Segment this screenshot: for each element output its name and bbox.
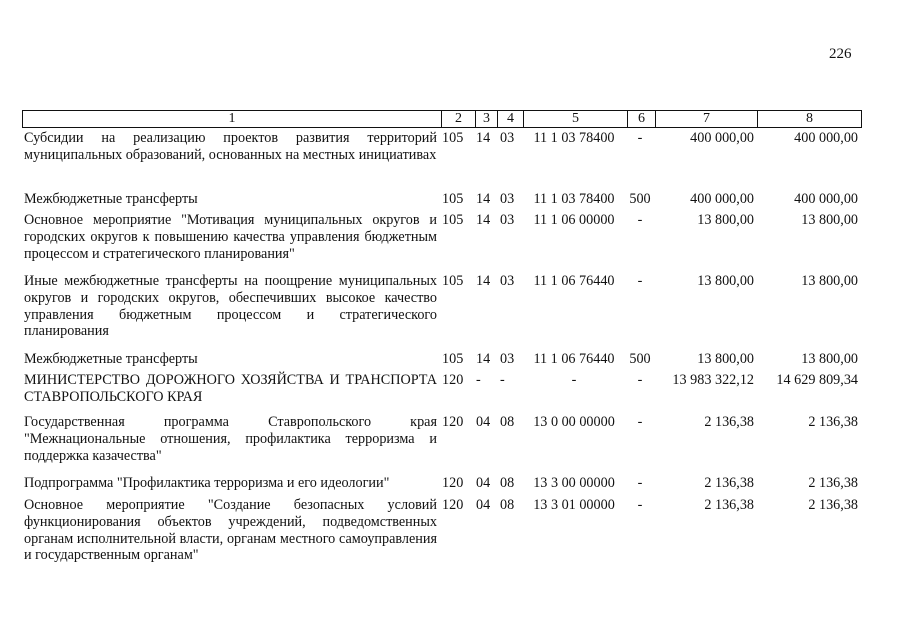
page-number: 226 [829,46,852,62]
row-c8: 13 800,00 [801,351,858,367]
row-c4: 03 [500,212,515,228]
row-c4: 08 [500,475,515,491]
row-c5: 11 1 06 76440 [533,351,615,367]
header-cell: 6 [627,111,655,127]
row-name: Межбюджетные трансферты [24,351,198,367]
row-c2: 120 [442,497,464,513]
row-c8: 2 136,38 [808,414,858,430]
row-c4: 03 [500,191,515,207]
row-c3: - [476,372,481,388]
table-header [22,110,862,128]
header-cell: 7 [655,111,757,127]
row-c7: 2 136,38 [704,497,754,513]
header-cell: 4 [497,111,523,127]
row-c2: 120 [442,372,464,388]
row-c8: 14 629 809,34 [776,372,858,388]
row-c5: 11 1 03 78400 [533,130,615,146]
row-name: Основное мероприятие "Мотивация муниципальных округов и городских округов к повышению качества управления бюджетным процессом и стратегического планирования" [24,212,437,262]
row-c7: 400 000,00 [690,130,754,146]
row-name: Субсидии на реализацию проектов развития территорий муниципальных образований, основанных на местных инициативах [24,130,437,163]
row-c4: 08 [500,414,515,430]
row-c5: 11 1 03 78400 [533,191,615,207]
row-c3: 04 [476,475,491,491]
row-c6: - [637,273,643,289]
row-c5: 11 1 06 76440 [533,273,615,289]
row-c4: 03 [500,351,515,367]
row-c2: 105 [442,351,464,367]
row-c4: 03 [500,273,515,289]
row-c2: 105 [442,212,464,228]
row-c6: - [637,497,643,513]
row-c7: 2 136,38 [704,414,754,430]
header-cell: 5 [523,111,627,127]
row-c6: - [637,130,643,146]
row-name: Иные межбюджетные трансферты на поощрение муниципальных округов и городских округов, обеспечивших высокое качество управления бюджетным процессом и стратегического планирования [24,273,437,340]
row-c7: 13 800,00 [697,212,754,228]
row-name: Межбюджетные трансферты [24,191,198,207]
row-name: МИНИСТЕРСТВО ДОРОЖНОГО ХОЗЯЙСТВА И ТРАНСПОРТА СТАВРОПОЛЬСКОГО КРАЯ [24,372,437,405]
row-c3: 14 [476,212,491,228]
row-c3: 14 [476,273,491,289]
row-name: Подпрограмма "Профилактика терроризма и его идеологии" [24,475,390,491]
row-c4: 03 [500,130,515,146]
row-c3: 14 [476,130,491,146]
row-c5: 13 3 01 00000 [533,497,615,513]
row-c7: 400 000,00 [690,191,754,207]
row-c8: 13 800,00 [801,273,858,289]
header-cell: 8 [757,111,861,127]
row-c5: 13 3 00 00000 [533,475,615,491]
row-c3: 14 [476,351,491,367]
row-c2: 105 [442,130,464,146]
row-c6: - [637,372,643,388]
row-c8: 400 000,00 [794,130,858,146]
row-name: Государственная программа Ставропольского края "Межнациональные отношения, профилактика терроризма и поддержка казачества" [24,414,437,464]
row-c7: 13 800,00 [697,273,754,289]
row-c6: - [637,414,643,430]
header-cell: 1 [228,111,236,126]
header-cell: 2 [441,111,475,127]
row-c7: 13 800,00 [697,351,754,367]
row-c6: - [637,212,643,228]
row-c5: 11 1 06 00000 [533,212,615,228]
row-c2: 120 [442,414,464,430]
row-c8: 2 136,38 [808,497,858,513]
row-c6: 500 [629,351,651,367]
row-c2: 105 [442,191,464,207]
row-c7: 13 983 322,12 [672,372,754,388]
header-cell: 3 [475,111,497,127]
row-c8: 400 000,00 [794,191,858,207]
row-c2: 105 [442,273,464,289]
row-c4: 08 [500,497,515,513]
row-name: Основное мероприятие "Создание безопасных условий функционирования объектов учреждений, подведомственных органам исполнительной власти, органам местного самоуправления и государственным органам" [24,497,437,564]
row-c5: - [571,372,577,388]
row-c6: - [637,475,643,491]
row-c3: 04 [476,414,491,430]
row-c5: 13 0 00 00000 [533,414,615,430]
row-c3: 14 [476,191,491,207]
row-c8: 13 800,00 [801,212,858,228]
row-c6: 500 [629,191,651,207]
row-c3: 04 [476,497,491,513]
row-c7: 2 136,38 [704,475,754,491]
row-c8: 2 136,38 [808,475,858,491]
row-c2: 120 [442,475,464,491]
row-c4: - [500,372,505,388]
